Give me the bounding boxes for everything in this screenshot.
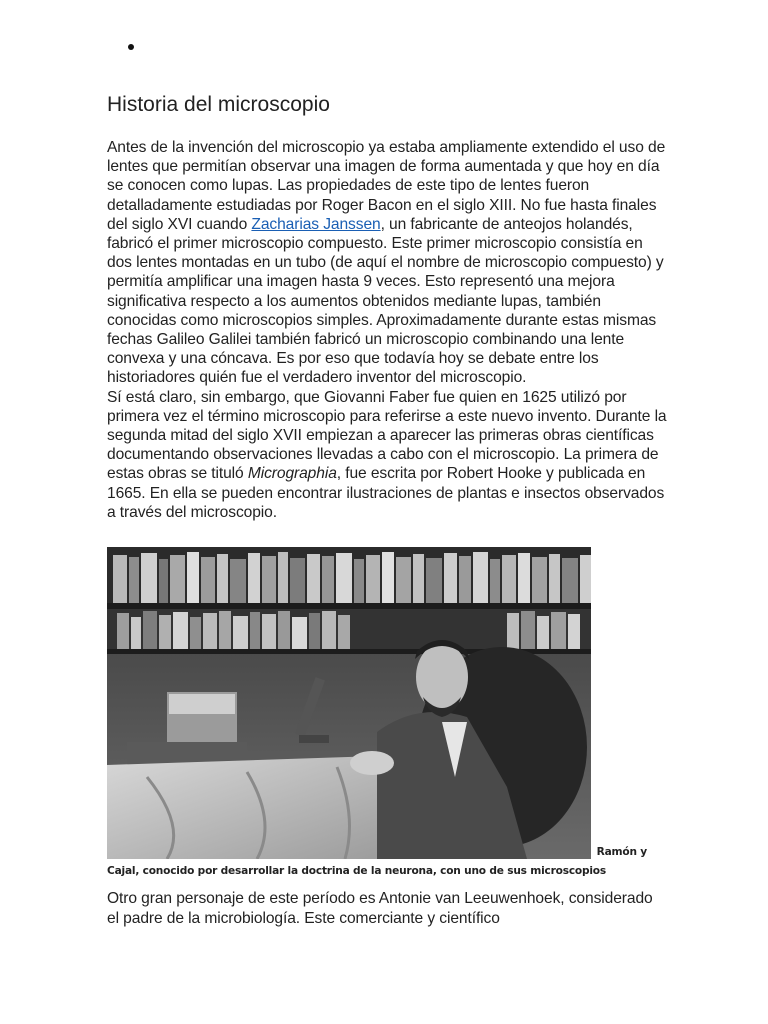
intro-text-before-link: Antes de la invención del microscopio ya estaba ampliamente extendido el uso de lentes que permitían observar una imagen de forma aumentada y que hoy en día se conocen como lupas. Las propiedades de este tipo de lentes fueron detalladamente estudiadas por Roger Bacon en el siglo XIII. No fue hasta finales del siglo XVI cuando bbox=[107, 139, 666, 233]
closing-paragraph: Otro gran personaje de este período es Antonie van Leeuwenhoek, considerado el padre de la microbiología. Este comerciante y científico bbox=[107, 890, 653, 927]
ramon-y-cajal-photo bbox=[107, 547, 591, 859]
second-text-after-italic: , fue escrita por Robert Hooke y publicada en 1665. En ella se pueden encontrar ilustraciones de plantas e insectos observados a través del microscopio. bbox=[107, 465, 665, 521]
zacharias-janssen-link[interactable]: Zacharias Janssen bbox=[251, 215, 381, 233]
second-text-before-italic: Sí está claro, sin embargo, que Giovanni Faber fue quien en 1625 utilizó por primera vez el término microscopio para referirse a este nuevo invento. Durante la segunda mitad del siglo XVII empiezan a aparecer las primeras obras científicas documentando observaciones llevadas a cabo con el microscopio. La primera de estas obras se tituló bbox=[107, 388, 667, 483]
closing-section bbox=[107, 889, 667, 929]
photo-caption-line1: Ramón y bbox=[596, 846, 647, 858]
second-paragraph bbox=[107, 388, 667, 522]
photo-caption-line2: Cajal, conocido por desarrollar la doctrina de la neurona, con uno de sus microscopios bbox=[107, 865, 606, 877]
micrographia-title: Micrographia bbox=[247, 465, 337, 483]
article-body bbox=[107, 138, 667, 522]
bullet-dot-icon bbox=[128, 44, 134, 50]
page-title: Historia del microscopio bbox=[107, 93, 330, 116]
intro-paragraph bbox=[107, 138, 667, 388]
photo-caption bbox=[107, 843, 647, 881]
intro-text-after-link: , un fabricante de anteojos holandés, fabricó el primer microscopio compuesto. Este primer microscopio consistía en dos lentes montadas en un tubo (de aquí el nombre de microscopio compuesto) y permitía amplificar una imagen hasta 9 veces. Esto representó una mejora significativa respecto a los aumentos obtenidos mediante lupas, también conocidas como microscopios simples. Aproximadamente durante estas mismas fechas Galileo Galilei también fabricó un microscopio combinando una lente convexa y una cóncava. Es por eso que todavía hoy se debate entre los historiadores quién fue el verdadero inventor del microscopio. bbox=[107, 215, 664, 387]
